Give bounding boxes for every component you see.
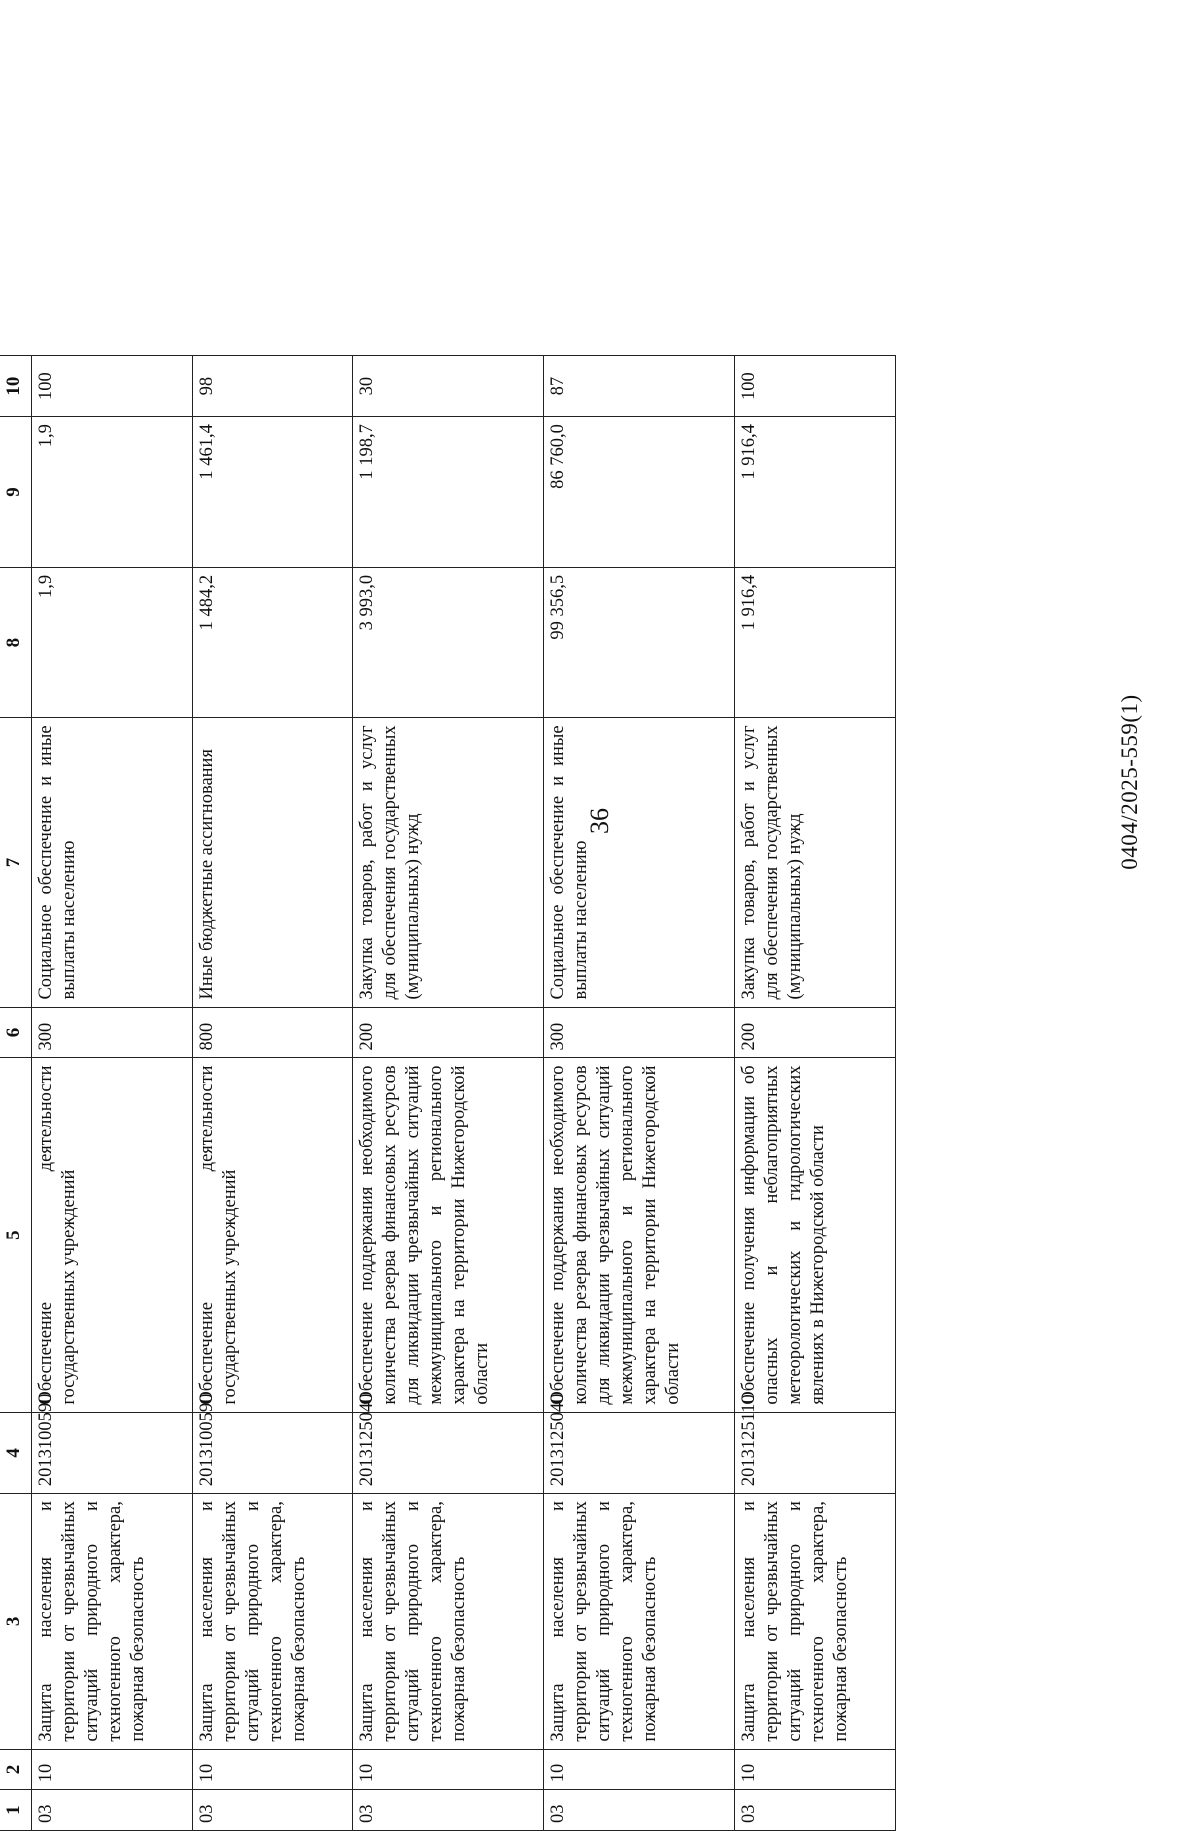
expense-type-name-cell: Социальное обеспечение и иные выплаты населению xyxy=(544,718,735,1007)
expense-type-name-cell: Социальное обеспечение и иные выплаты населению xyxy=(32,718,193,1007)
header-cell: 6 xyxy=(0,1007,32,1058)
document-id: 0404/2025-559(1) xyxy=(1117,694,1142,870)
section-code-cell: 03 xyxy=(353,1790,544,1831)
planned-amount-cell: 99 356,5 xyxy=(544,567,735,718)
expense-type-name-cell: Иные бюджетные ассигнования xyxy=(192,718,353,1007)
expense-type-code-cell: 200 xyxy=(735,1007,896,1058)
header-cell: 9 xyxy=(0,417,32,568)
expense-type-name-cell: Закупка товаров, работ и услуг для обеспечения государственных (муниципальных) нужд xyxy=(353,718,544,1007)
table-row xyxy=(353,356,544,1831)
expense-type-name-cell: Закупка товаров, работ и услуг для обеспечения государственных (муниципальных) нужд xyxy=(735,718,896,1007)
executed-amount-cell: 1 916,4 xyxy=(735,417,896,568)
subsection-code-cell: 10 xyxy=(735,1749,896,1790)
subsection-code-cell: 10 xyxy=(32,1749,193,1790)
target-article-name-cell: Обеспечение деятельности государственных учреждений xyxy=(192,1058,353,1412)
subsection-code-cell: 10 xyxy=(192,1749,353,1790)
header-cell: 1 xyxy=(0,1790,32,1831)
expense-type-code-cell: 300 xyxy=(544,1007,735,1058)
planned-amount-cell: 1,9 xyxy=(32,567,193,718)
executed-amount-cell: 1 461,4 xyxy=(192,417,353,568)
execution-percent-cell: 87 xyxy=(544,356,735,417)
planned-amount-cell: 3 993,0 xyxy=(353,567,544,718)
target-article-name-cell: Обеспечение деятельности государственных учреждений xyxy=(32,1058,193,1412)
executed-amount-cell: 86 760,0 xyxy=(544,417,735,568)
section-code-cell: 03 xyxy=(735,1790,896,1831)
header-cell: 3 xyxy=(0,1494,32,1750)
table-row xyxy=(735,356,896,1831)
subsection-code-cell: 10 xyxy=(544,1749,735,1790)
header-cell: 7 xyxy=(0,718,32,1007)
target-article-cell: 2013125110 xyxy=(735,1412,896,1493)
header-cell: 2 xyxy=(0,1749,32,1790)
expense-type-code-cell: 800 xyxy=(192,1007,353,1058)
execution-percent-cell: 30 xyxy=(353,356,544,417)
section-code-cell: 03 xyxy=(32,1790,193,1831)
header-cell: 4 xyxy=(0,1412,32,1493)
planned-amount-cell: 1 484,2 xyxy=(192,567,353,718)
target-article-name-cell: Обеспечение поддержания необходимого количества резерва финансовых ресурсов для ликвидации чрезвычайных ситуаций межмуниципального и регионального характера на территории Нижегородской области xyxy=(353,1058,544,1412)
execution-percent-cell: 100 xyxy=(735,356,896,417)
header-cell: 8 xyxy=(0,567,32,718)
target-article-name-cell: Обеспечение получения информации об опасных и неблагоприятных метеорологических и гидрологических явлениях в Нижегородской области xyxy=(735,1058,896,1412)
subsection-name-cell: Защита населения и территории от чрезвычайных ситуаций природного и техногенного характера, пожарная безопасность xyxy=(192,1494,353,1750)
table-header-row xyxy=(0,356,32,1831)
execution-percent-cell: 100 xyxy=(32,356,193,417)
target-article-cell: 2013125040 xyxy=(544,1412,735,1493)
subsection-name-cell: Защита населения и территории от чрезвычайных ситуаций природного и техногенного характера, пожарная безопасность xyxy=(735,1494,896,1750)
table-row xyxy=(192,356,353,1831)
table-row xyxy=(32,356,193,1831)
target-article-name-cell: Обеспечение поддержания необходимого количества резерва финансовых ресурсов для ликвидации чрезвычайных ситуаций межмуниципального и регионального характера на территории Нижегородской области xyxy=(544,1058,735,1412)
expense-type-code-cell: 200 xyxy=(353,1007,544,1058)
header-cell: 10 xyxy=(0,356,32,417)
table-row xyxy=(544,356,735,1831)
expense-type-code-cell: 300 xyxy=(32,1007,193,1058)
executed-amount-cell: 1 198,7 xyxy=(353,417,544,568)
section-code-cell: 03 xyxy=(192,1790,353,1831)
target-article-cell: 2013100590 xyxy=(192,1412,353,1493)
section-code-cell: 03 xyxy=(544,1790,735,1831)
subsection-name-cell: Защита населения и территории от чрезвычайных ситуаций природного и техногенного характера, пожарная безопасность xyxy=(544,1494,735,1750)
execution-percent-cell: 98 xyxy=(192,356,353,417)
budget-table-container xyxy=(0,355,896,1831)
target-article-cell: 2013125040 xyxy=(353,1412,544,1493)
target-article-cell: 2013100590 xyxy=(32,1412,193,1493)
subsection-code-cell: 10 xyxy=(353,1749,544,1790)
header-cell: 5 xyxy=(0,1058,32,1412)
planned-amount-cell: 1 916,4 xyxy=(735,567,896,718)
executed-amount-cell: 1,9 xyxy=(32,417,193,568)
page-number: 36 xyxy=(585,808,614,834)
budget-table xyxy=(0,355,896,1831)
subsection-name-cell: Защита населения и территории от чрезвычайных ситуаций природного и техногенного характера, пожарная безопасность xyxy=(32,1494,193,1750)
subsection-name-cell: Защита населения и территории от чрезвычайных ситуаций природного и техногенного характера, пожарная безопасность xyxy=(353,1494,544,1750)
